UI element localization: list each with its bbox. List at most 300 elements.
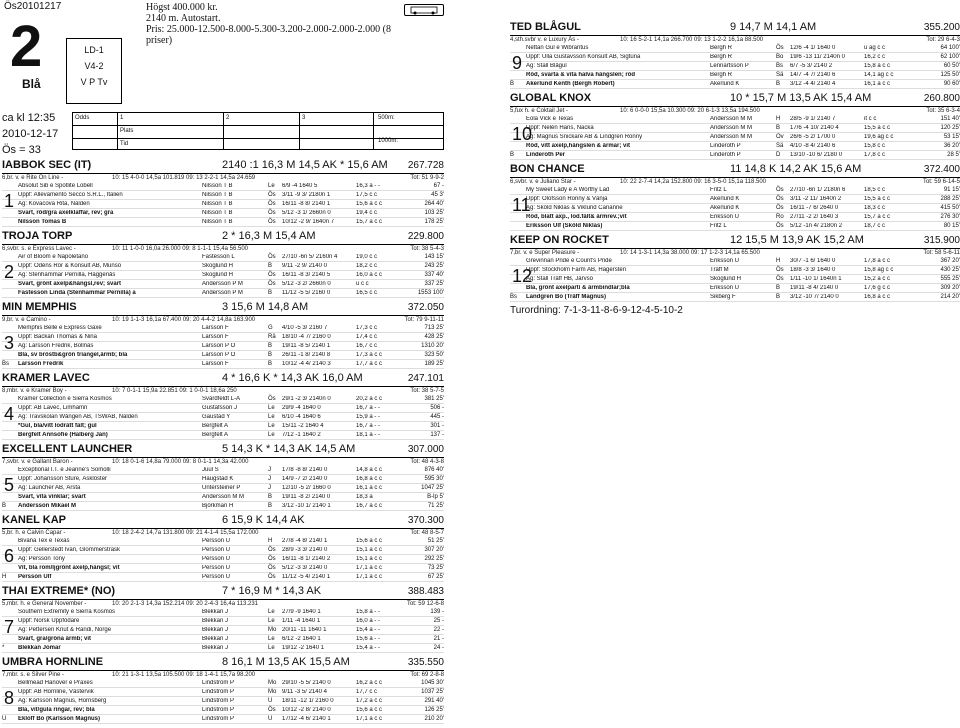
row-cell: Ös: [776, 205, 784, 211]
row-cell: 214 20': [940, 294, 960, 300]
row-cell: 11/12 -5 4/ 2140 1: [282, 574, 331, 580]
row-cell: 13/10 -10 6/ 2180 0: [790, 152, 843, 158]
row-cell: Ös: [268, 556, 276, 562]
row-cell: 288 25': [940, 196, 960, 202]
row-cell: Nilsson T B: [202, 219, 233, 225]
row-cell: 15,7 a c c: [864, 214, 891, 220]
grid-500m: 500m:: [378, 115, 395, 121]
grid-1000m: 1000m:: [378, 138, 399, 144]
row-cell: Äg: Pettersen Knut & Randi, Norge: [18, 627, 112, 633]
row-cell: 337 40': [424, 272, 444, 278]
row-cell: 29/10 -5 5/ 2140 0: [282, 680, 331, 686]
row-cell: Blekkan J: [202, 645, 229, 651]
row-cell: 445 -: [430, 414, 444, 420]
row-cell: 11/12 -5 5/ 2160 0: [282, 290, 331, 296]
horse-record: 9 14,7 M 14,1 AM: [730, 21, 817, 33]
row-cell: Ekloff Bo (Karlsson Magnus): [18, 716, 101, 722]
horse-header: [2, 302, 444, 316]
start-row: [2, 466, 444, 475]
row-cell: 139 -: [430, 609, 444, 615]
horse-header: [2, 444, 444, 458]
horse-record: 2140 :1 16,3 M 14,5 AK * 15,6 AM: [222, 159, 388, 171]
horse-earnings: 267.728: [407, 160, 444, 171]
row-cell: Le: [268, 432, 275, 438]
row-prefix: U: [2, 716, 7, 722]
row-cell: 17,4 c c: [356, 334, 378, 340]
horse-entry: [510, 22, 960, 89]
row-cell: Uppf: Norsk Uppfödare: [18, 618, 80, 624]
start-number: 10: [512, 124, 533, 144]
row-cell: 15,1 a c c: [356, 556, 383, 562]
start-row: [510, 115, 960, 124]
horse-total: Tot: 59 12-6-8: [406, 601, 444, 607]
row-cell: Ös: [268, 219, 276, 225]
start-row: [2, 688, 444, 697]
row-cell: 210 20': [424, 716, 444, 722]
row-cell: 15,5 a c c: [864, 125, 891, 131]
row-cell: 67 -: [433, 183, 444, 189]
row-cell: B: [268, 263, 273, 269]
row-cell: Eriksson U: [710, 258, 740, 264]
start-row: [510, 284, 960, 293]
row-cell: 16/11 -8 8/ 2140 1: [282, 201, 331, 207]
row-cell: 309 20': [940, 285, 960, 291]
row-cell: 17,1 a c c: [356, 716, 383, 722]
row-cell: Sikberg F: [710, 294, 736, 300]
row-cell: 51 25': [427, 538, 444, 544]
row-cell: Lindström P: [202, 716, 235, 722]
row-cell: 17,8 c c: [864, 152, 886, 158]
row-cell: 19/6 -13 11/ 2140n 0: [790, 54, 845, 60]
row-cell: Sä: [776, 72, 784, 78]
row-cell: Uppf: AB Lavec, Limhamn: [18, 405, 88, 411]
prize-line-4: priser): [146, 35, 173, 46]
row-cell: Southern Extremity e Sierra Kosmos: [18, 609, 116, 615]
row-cell: J: [268, 467, 271, 473]
horse-entry: [2, 302, 444, 369]
row-cell: 9/11 -2 9/ 2140 0: [282, 263, 327, 269]
row-cell: B: [268, 352, 273, 358]
race-date: 2010-12-17: [2, 128, 59, 140]
row-cell: Skoglund H: [202, 263, 234, 269]
row-cell: Ös: [776, 223, 784, 229]
row-cell: u ag c c: [864, 45, 886, 51]
row-cell: Åkerlund Kenth (Bergh Robert): [526, 81, 615, 87]
row-cell: 5/12 -1n 4/ 2180n 2: [790, 223, 843, 229]
row-cell: Persson U: [202, 556, 231, 562]
row-cell: Uppf: Ulla Gustavsson Konsult AB, Sigtuna: [526, 54, 641, 60]
horse-header: [2, 373, 444, 387]
row-cell: 16,0 a c c: [356, 272, 383, 278]
start-row: [2, 493, 444, 502]
row-cell: Uppf: Gellerstedt Ivan, Glommersträsk: [18, 547, 121, 553]
row-cell: 506 -: [430, 405, 444, 411]
row-cell: 18,5 c c: [864, 187, 886, 193]
start-row: [2, 431, 444, 440]
row-cell: 337 25': [424, 281, 444, 287]
horse-start-rows: [2, 324, 444, 369]
row-cell: 28 5': [947, 152, 960, 158]
row-cell: 15,2 a c c: [864, 276, 891, 282]
row-cell: Svärdfeldt L-Å: [202, 396, 241, 402]
horse-description: 4,sth.svbr v. e Luxury Ås -: [510, 37, 579, 43]
row-cell: D: [776, 152, 781, 158]
start-row: [2, 635, 444, 644]
horse-start-rows: [510, 257, 960, 302]
row-cell: 80 15': [943, 223, 960, 229]
row-cell: B: [268, 290, 273, 296]
horse-description: 7,svbr. v. e Gallant Baron -: [2, 459, 73, 465]
row-cell: 19/11 -8 2/ 2140 0: [282, 494, 331, 500]
start-row: [2, 706, 444, 715]
row-cell: Uppf: Backan Thomas & Nina: [18, 334, 97, 340]
start-row: [510, 44, 960, 53]
row-cell: 15,6 a - -: [356, 636, 381, 642]
row-cell: 17,2 a c c: [356, 698, 383, 704]
row-cell: Äg: Magnus Snickare AB & Lindgren Ronny: [526, 134, 643, 140]
horse-column-right: [510, 22, 960, 316]
row-cell: Eriksson Ulf (Sköld Niklas): [526, 223, 603, 229]
horse-earnings: 229.800: [407, 231, 444, 242]
row-cell: Äg: Karlsson Magnus, Hornsberg: [18, 698, 107, 704]
horse-total: Tot: 58 5-6-11: [923, 250, 960, 256]
row-cell: Åkerlund K: [710, 81, 740, 87]
horse-name: KANEL KAP: [2, 514, 66, 526]
game-type-ld: LD-1: [84, 45, 104, 55]
row-cell: 16,7 c c: [356, 343, 378, 349]
row-cell: Röd, svarta & vita halva hängslen; röd: [526, 72, 636, 78]
horse-stats: 10: 18 2-4-2 14,7a 131.800 09: 21 4-1-4 15,5a 172.000: [112, 530, 259, 536]
start-row: [2, 697, 444, 706]
row-cell: Andersson Mikael M: [18, 503, 77, 509]
horse-record: 3 15,6 M 14,8 AM: [222, 301, 309, 313]
horse-record: 6 15,9 K 14,4 AK: [222, 514, 305, 526]
start-row: [2, 715, 444, 724]
row-cell: 595 30': [424, 476, 444, 482]
row-cell: 15,6 a c c: [356, 707, 383, 713]
row-cell: 18/10 -4 7/ 2160 0: [282, 334, 331, 340]
grid-odds-label: Odds: [75, 115, 90, 121]
start-row: [2, 289, 444, 298]
prize-line-3: Pris: 25.000-12.500-8.000-5.300-3.200-2.000-2.000-2.000 (8: [146, 24, 391, 35]
horse-earnings: 370.300: [407, 515, 444, 526]
row-cell: 4/10 -8 4/ 2140 6: [790, 143, 836, 149]
row-cell: u c c: [356, 281, 369, 287]
horse-record: 7 * 16,9 M * 14,3 AK: [222, 585, 322, 597]
row-cell: Exceptional I.T. e Jeanne's Somolli: [18, 467, 111, 473]
row-cell: J: [268, 476, 271, 482]
row-cell: Träff M: [710, 267, 729, 273]
row-cell: Äg: Sköld Niklas & Viklund Carianne: [526, 205, 623, 211]
row-cell: Lennartsson P: [710, 63, 749, 69]
start-row: [2, 342, 444, 351]
row-cell: H: [776, 258, 781, 264]
row-prefix: B: [2, 503, 7, 509]
row-cell: 17,1 a c c: [356, 574, 383, 580]
row-cell: B: [268, 494, 273, 500]
row-cell: 22 -: [433, 627, 444, 633]
horse-total: Tot: 59 6-14-5: [922, 179, 960, 185]
row-cell: 19/11 -8 5/ 2140 1: [282, 343, 331, 349]
row-cell: Bs: [776, 63, 784, 69]
row-cell: Le: [268, 405, 275, 411]
row-cell: Bergh R: [710, 45, 733, 51]
row-cell: 120 25': [940, 125, 960, 131]
row-cell: 1047 25': [421, 485, 444, 491]
row-cell: Gaustad Y: [202, 414, 231, 420]
row-cell: 15/11 -2 1640 4: [282, 423, 324, 429]
row-cell: 3/12 -10 1/ 2140 1: [282, 503, 331, 509]
row-cell: 28/9 -3 3/ 2140 0: [282, 547, 328, 553]
horse-summary: [2, 245, 444, 253]
start-row: [2, 546, 444, 555]
row-cell: Le: [268, 609, 275, 615]
row-cell: Larsson F: [202, 325, 229, 331]
row-cell: Bo: [776, 54, 784, 60]
row-cell: 36 20': [943, 143, 960, 149]
row-cell: 71 25': [427, 503, 444, 509]
race-number-block: [6, 14, 66, 96]
row-cell: 1037 25': [421, 689, 444, 695]
row-cell: Ös: [776, 45, 784, 51]
horse-description: 6,svbr. v. e Juliano Star -: [510, 179, 576, 185]
horse-stats: 10: 14 1-3-1 14,3a 38.000 09: 17 1-2-3 14,1a 65.500: [620, 250, 760, 256]
row-cell: 18,7 c c: [864, 223, 886, 229]
row-cell: Blekkan J: [202, 627, 229, 633]
row-cell: Ös: [268, 707, 276, 713]
row-cell: 19,4 c c: [356, 210, 378, 216]
start-row: [2, 218, 444, 227]
horse-description: 6,svbr. s. e Express Lavec -: [2, 246, 76, 252]
row-cell: 125 50': [940, 72, 960, 78]
row-cell: Äg: Stall Träff HB, Järvsö: [526, 276, 593, 282]
row-cell: 3/11 -2 11/ 1640n 2: [790, 196, 842, 202]
row-cell: Mo: [268, 689, 277, 695]
row-cell: 5/12 -3 1/ 2660n 0: [282, 210, 331, 216]
prize-line-2: 2140 m. Autostart.: [146, 13, 221, 24]
horse-record: 10 * 15,7 M 13,5 AK 15,4 AM: [730, 92, 872, 104]
horse-record: 11 14,8 K 14,2 AK 15,6 AM: [730, 163, 862, 175]
row-cell: Fastesson L: [202, 254, 235, 260]
row-cell: Andersson M M: [202, 494, 245, 500]
row-cell: Le: [268, 183, 275, 189]
result-grid: [72, 112, 444, 150]
row-cell: 27/9 -9 1640 1: [282, 609, 321, 615]
horse-entry: [510, 164, 960, 231]
start-number: 7: [4, 617, 15, 637]
row-cell: B: [776, 294, 781, 300]
row-cell: Blekkan Jomar: [18, 645, 61, 651]
row-cell: Fastesson Linda (Stenhammar Pernilla) a: [18, 290, 136, 296]
row-cell: 15,9 a - -: [356, 414, 381, 420]
row-cell: Nilsson T B: [202, 183, 233, 189]
row-cell: Ös: [268, 281, 276, 287]
horse-description: 5,mbr. h. e General November -: [2, 601, 87, 607]
horse-summary: [2, 174, 444, 182]
race-time-info: [2, 113, 58, 161]
horse-description: 5,fux h. e Coktail Jet -: [510, 108, 569, 114]
row-cell: 307 20': [424, 547, 444, 553]
start-row: [2, 271, 444, 280]
row-cell: Juul S: [202, 467, 219, 473]
row-cell: Ös: [776, 187, 784, 193]
horse-earnings: 388.483: [407, 586, 444, 597]
start-row: [2, 555, 444, 564]
row-cell: 53 15': [943, 134, 960, 140]
row-cell: Björkman H: [202, 503, 234, 509]
row-cell: 18,3 a: [356, 494, 373, 500]
start-number: 12: [512, 266, 533, 286]
row-cell: 137 -: [430, 432, 444, 438]
row-cell: Svart, vita vinklar; svart: [18, 494, 86, 500]
row-cell: 17,5 c c: [356, 192, 378, 198]
horse-stats: 10: 20 2-1-3 14,3a 152.214 09: 20 2-4-3 16,4a 113.231: [112, 601, 259, 607]
row-cell: Äg: Larsson Fredrik, Bollnäs: [18, 343, 94, 349]
row-cell: Blå, vit/gula ringar, rev; blå: [18, 707, 95, 713]
start-row: [2, 679, 444, 688]
row-cell: 62 100': [940, 54, 960, 60]
race-track: Ös = 33: [2, 144, 41, 156]
row-cell: 3/11 -9 3/ 2180n 1: [282, 192, 331, 198]
start-row: [2, 502, 444, 511]
grid-col-3: 3: [302, 115, 306, 121]
row-cell: Röd, vitt axelp,hängslen & ärmar; vit: [526, 143, 631, 149]
start-row: [510, 266, 960, 275]
row-cell: 16,2 a c c: [356, 680, 383, 686]
game-type-vp: V P Tv: [80, 77, 108, 87]
row-cell: Nilsson T B: [202, 210, 233, 216]
row-cell: Bergfelt A: [202, 432, 229, 438]
horse-summary: [2, 387, 444, 395]
row-cell: Äg: Stall Blågul: [526, 63, 567, 69]
row-cell: 14,1 ag c c: [864, 72, 894, 78]
row-cell: 16,7 a - -: [356, 423, 381, 429]
row-cell: Ös: [268, 201, 276, 207]
row-cell: Bergh R: [710, 72, 733, 78]
row-cell: Uppf: Ödéns Rör & Konsult AB, Munsö: [18, 263, 122, 269]
row-cell: Eola Vick e Texas: [526, 116, 574, 122]
row-cell: 143 15': [424, 254, 444, 260]
row-cell: 7/12 -1 1640 2: [282, 432, 321, 438]
start-row: [2, 182, 444, 191]
row-cell: 1553 100': [417, 290, 444, 296]
row-cell: Ös: [776, 196, 784, 202]
row-cell: Ös: [268, 565, 276, 571]
row-cell: 15,6 a c c: [356, 201, 383, 207]
row-cell: Andersson P M: [202, 290, 243, 296]
start-row: [2, 253, 444, 262]
row-cell: Fritz L: [710, 223, 727, 229]
row-cell: 28/5 -9 1/ 2140 7: [790, 116, 836, 122]
horse-entry: [2, 657, 444, 724]
horse-name: UMBRA HORNLINE: [2, 656, 104, 668]
row-cell: Äg: Travskolan Wången AB, TSWAB, Nälden: [18, 414, 138, 420]
row-cell: 19,6 ag c c: [864, 134, 894, 140]
grid-plats-label: Plats: [120, 128, 134, 134]
row-cell: 73 25': [427, 565, 444, 571]
row-cell: B-lp 5': [427, 494, 444, 500]
row-cell: 15,7 a c c: [356, 219, 383, 225]
horse-entry: [2, 231, 444, 298]
row-cell: 16,1 a c c: [356, 485, 383, 491]
row-cell: 15,4 a - -: [356, 645, 381, 651]
row-cell: Äg: Launcher AB, Årsta: [18, 485, 81, 491]
horse-record: 5 14,3 K * 14,3 AK 14,5 AM: [222, 443, 356, 455]
horse-name: EXCELLENT LAUNCHER: [2, 443, 133, 455]
horse-start-rows: [2, 608, 444, 653]
start-row: [2, 351, 444, 360]
start-row: [510, 195, 960, 204]
start-row: [510, 142, 960, 151]
horse-name: TED BLÅGUL: [510, 21, 581, 33]
row-cell: Larsson F: [202, 334, 229, 340]
start-row: [2, 280, 444, 289]
row-cell: Eriksson U: [710, 285, 740, 291]
row-cell: 5/12 -3 3/ 2140 0: [282, 565, 328, 571]
horse-earnings: 247.101: [407, 373, 444, 384]
row-cell: Uppf: Nelén Hans, Nacka: [526, 125, 594, 131]
row-cell: 19,0 c c: [356, 254, 378, 260]
horse-summary: [2, 458, 444, 466]
row-cell: 6/10 -4 1640 6: [282, 414, 321, 420]
row-cell: Ös: [268, 210, 276, 216]
horse-summary: [2, 671, 444, 679]
row-cell: Bergfelt Annsofie (Halberg Jan): [18, 432, 108, 438]
horse-earnings: 307.000: [407, 444, 444, 455]
row-cell: Ro: [776, 214, 784, 220]
row-prefix: Bs: [2, 361, 10, 367]
row-cell: 20,2 a c c: [356, 396, 383, 402]
horse-stats: 10: 7 0-1-1 15,9a 22.851 09: 1 0-0-1 18,6a 250: [112, 388, 237, 394]
row-cell: 27/11 -2 2/ 1640 3: [790, 214, 839, 220]
row-cell: Gustafsson J: [202, 405, 238, 411]
row-cell: Larsson F: [202, 361, 229, 367]
row-cell: Bellmead Hanover e Praxes: [18, 680, 93, 686]
row-cell: Andersson P M: [202, 281, 243, 287]
row-cell: 18,3 c c: [864, 205, 886, 211]
horse-total: Tot: 38 5-4-3: [410, 246, 444, 252]
start-row: [510, 62, 960, 71]
horse-name: THAI EXTREME* (NO): [2, 585, 116, 597]
horse-header: [2, 657, 444, 671]
row-cell: 91 15': [943, 187, 960, 193]
horse-total: Tot: 51 9-9-2: [410, 175, 444, 181]
start-row: [510, 124, 960, 133]
row-cell: 12/6 -4 1/ 1640 0: [790, 45, 836, 51]
row-cell: 64 100': [940, 45, 960, 51]
row-cell: 15,8 ag c c: [864, 267, 894, 273]
row-cell: Ös: [268, 272, 276, 278]
horse-stats: 10: 19 1-1-3 16,1a 67.400 09: 20 4-4-2 14,8a 163.900: [112, 317, 256, 323]
horse-record: 12 15,5 M 13,9 AK 15,2 AM: [730, 234, 864, 246]
row-cell: 17,1 a c c: [356, 565, 383, 571]
row-cell: Uppf: Allevamento Secco S.R.L., Italien: [18, 192, 123, 198]
row-prefix: Bs: [510, 294, 518, 300]
row-cell: 14/7 -4 7/ 2140 6: [790, 72, 836, 78]
horse-earnings: 335.550: [407, 657, 444, 668]
row-cell: 16,7 a - -: [356, 405, 381, 411]
row-cell: 16,8 a c c: [864, 294, 891, 300]
row-cell: B: [268, 343, 273, 349]
row-prefix: *: [2, 645, 5, 651]
row-cell: Haugstad K: [202, 476, 234, 482]
row-cell: G: [268, 325, 273, 331]
prize-line-1: Högst 400.000 kr.: [146, 2, 218, 13]
grid-tid-label: Tid: [120, 141, 129, 147]
horse-total: Tot: 38 5-7-5: [410, 388, 444, 394]
row-cell: Andersson M M: [710, 134, 753, 140]
start-row: [2, 191, 444, 200]
